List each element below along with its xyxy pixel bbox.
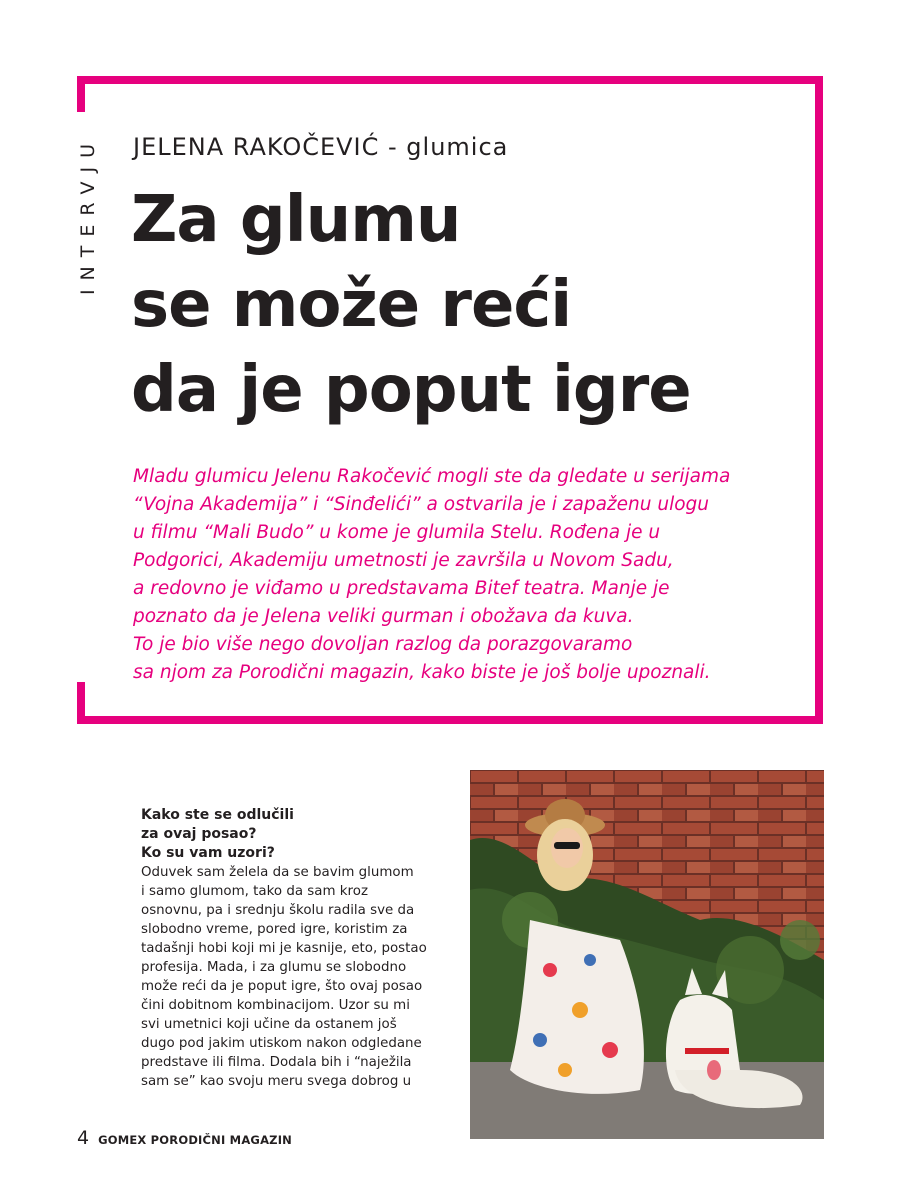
magazine-name: GOMEX PORODIČNI MAGAZIN [98, 1133, 293, 1147]
dog-collar [685, 1048, 729, 1054]
frame-left-border-bottom [77, 682, 85, 724]
question-line: Ko su vam uzori? [141, 845, 275, 861]
interview-qa [141, 806, 461, 1091]
lead-line: a redovno je viđamo u predstavama Bitef teatra. Manje je [133, 578, 670, 599]
answer-line: dugo pod jakim utiskom nakon odgledane [141, 1036, 422, 1051]
answer-line: čini dobitnom kombinacijom. Uzor su mi [141, 998, 410, 1013]
section-label-text: INTERVJU [77, 134, 100, 296]
interview-photo [470, 770, 824, 1139]
answer-line: osnovnu, pa i srednju školu radila sve da [141, 903, 415, 918]
page-number: 4 [77, 1127, 90, 1149]
photo-illustration [470, 770, 824, 1139]
lead-line: Mladu glumicu Jelenu Rakočević mogli ste da gledate u serijama [133, 466, 731, 487]
page-footer [77, 1127, 292, 1149]
lead-line: “Vojna Akademija” i “Sinđelići” a ostvarila je i zapaženu ulogu [133, 494, 710, 515]
answer-line: predstave ili filma. Dodala bih i “naježila [141, 1055, 412, 1070]
sunglasses [554, 842, 580, 849]
headline-line: se može reći [131, 268, 572, 342]
answer-line: profesija. Mada, i za glumu se slobodno [141, 960, 407, 975]
lead-line: To je bio više nego dovoljan razlog da porazgovaramo [133, 634, 633, 655]
interview-answer [141, 863, 461, 1091]
frame-left-border-top [77, 76, 85, 112]
kicker-name: JELENA RAKOČEVIĆ [133, 133, 380, 161]
lead-line: sa njom za Porodični magazin, kako biste je još bolje upoznali. [133, 662, 711, 683]
headline [131, 178, 811, 433]
answer-line: svi umetnici koji učine da ostanem još [141, 1017, 397, 1032]
question-line: za ovaj posao? [141, 826, 257, 842]
lead-paragraph [133, 463, 793, 687]
kicker [133, 133, 508, 161]
frame-right-border [815, 76, 823, 724]
answer-line: sam se” kao svoju meru svega dobrog u [141, 1074, 412, 1089]
answer-line: i samo glumom, tako da sam kroz [141, 884, 368, 899]
kicker-suffix: - glumica [379, 133, 509, 161]
interview-question [141, 806, 461, 863]
headline-line: da je poput igre [131, 353, 691, 427]
frame-top-border [77, 76, 823, 84]
lead-line: Podgorici, Akademiju umetnosti je završila u Novom Sadu, [133, 550, 674, 571]
lead-line: poznato da je Jelena veliki gurman i obožava da kuva. [133, 606, 634, 627]
frame-bottom-border [77, 716, 823, 724]
answer-line: tadašnji hobi koji mi je kasnije, eto, postao [141, 941, 427, 956]
headline-line: Za glumu [131, 183, 461, 257]
question-line: Kako ste se odlučili [141, 807, 294, 823]
answer-line: može reći da je poput igre, što ovaj posao [141, 979, 423, 994]
answer-line: Oduvek sam želela da se bavim glumom [141, 865, 414, 880]
section-label [78, 135, 98, 295]
answer-line: slobodno vreme, pored igre, koristim za [141, 922, 408, 937]
lead-line: u filmu “Mali Budo” u kome je glumila Stelu. Rođena je u [133, 522, 661, 543]
